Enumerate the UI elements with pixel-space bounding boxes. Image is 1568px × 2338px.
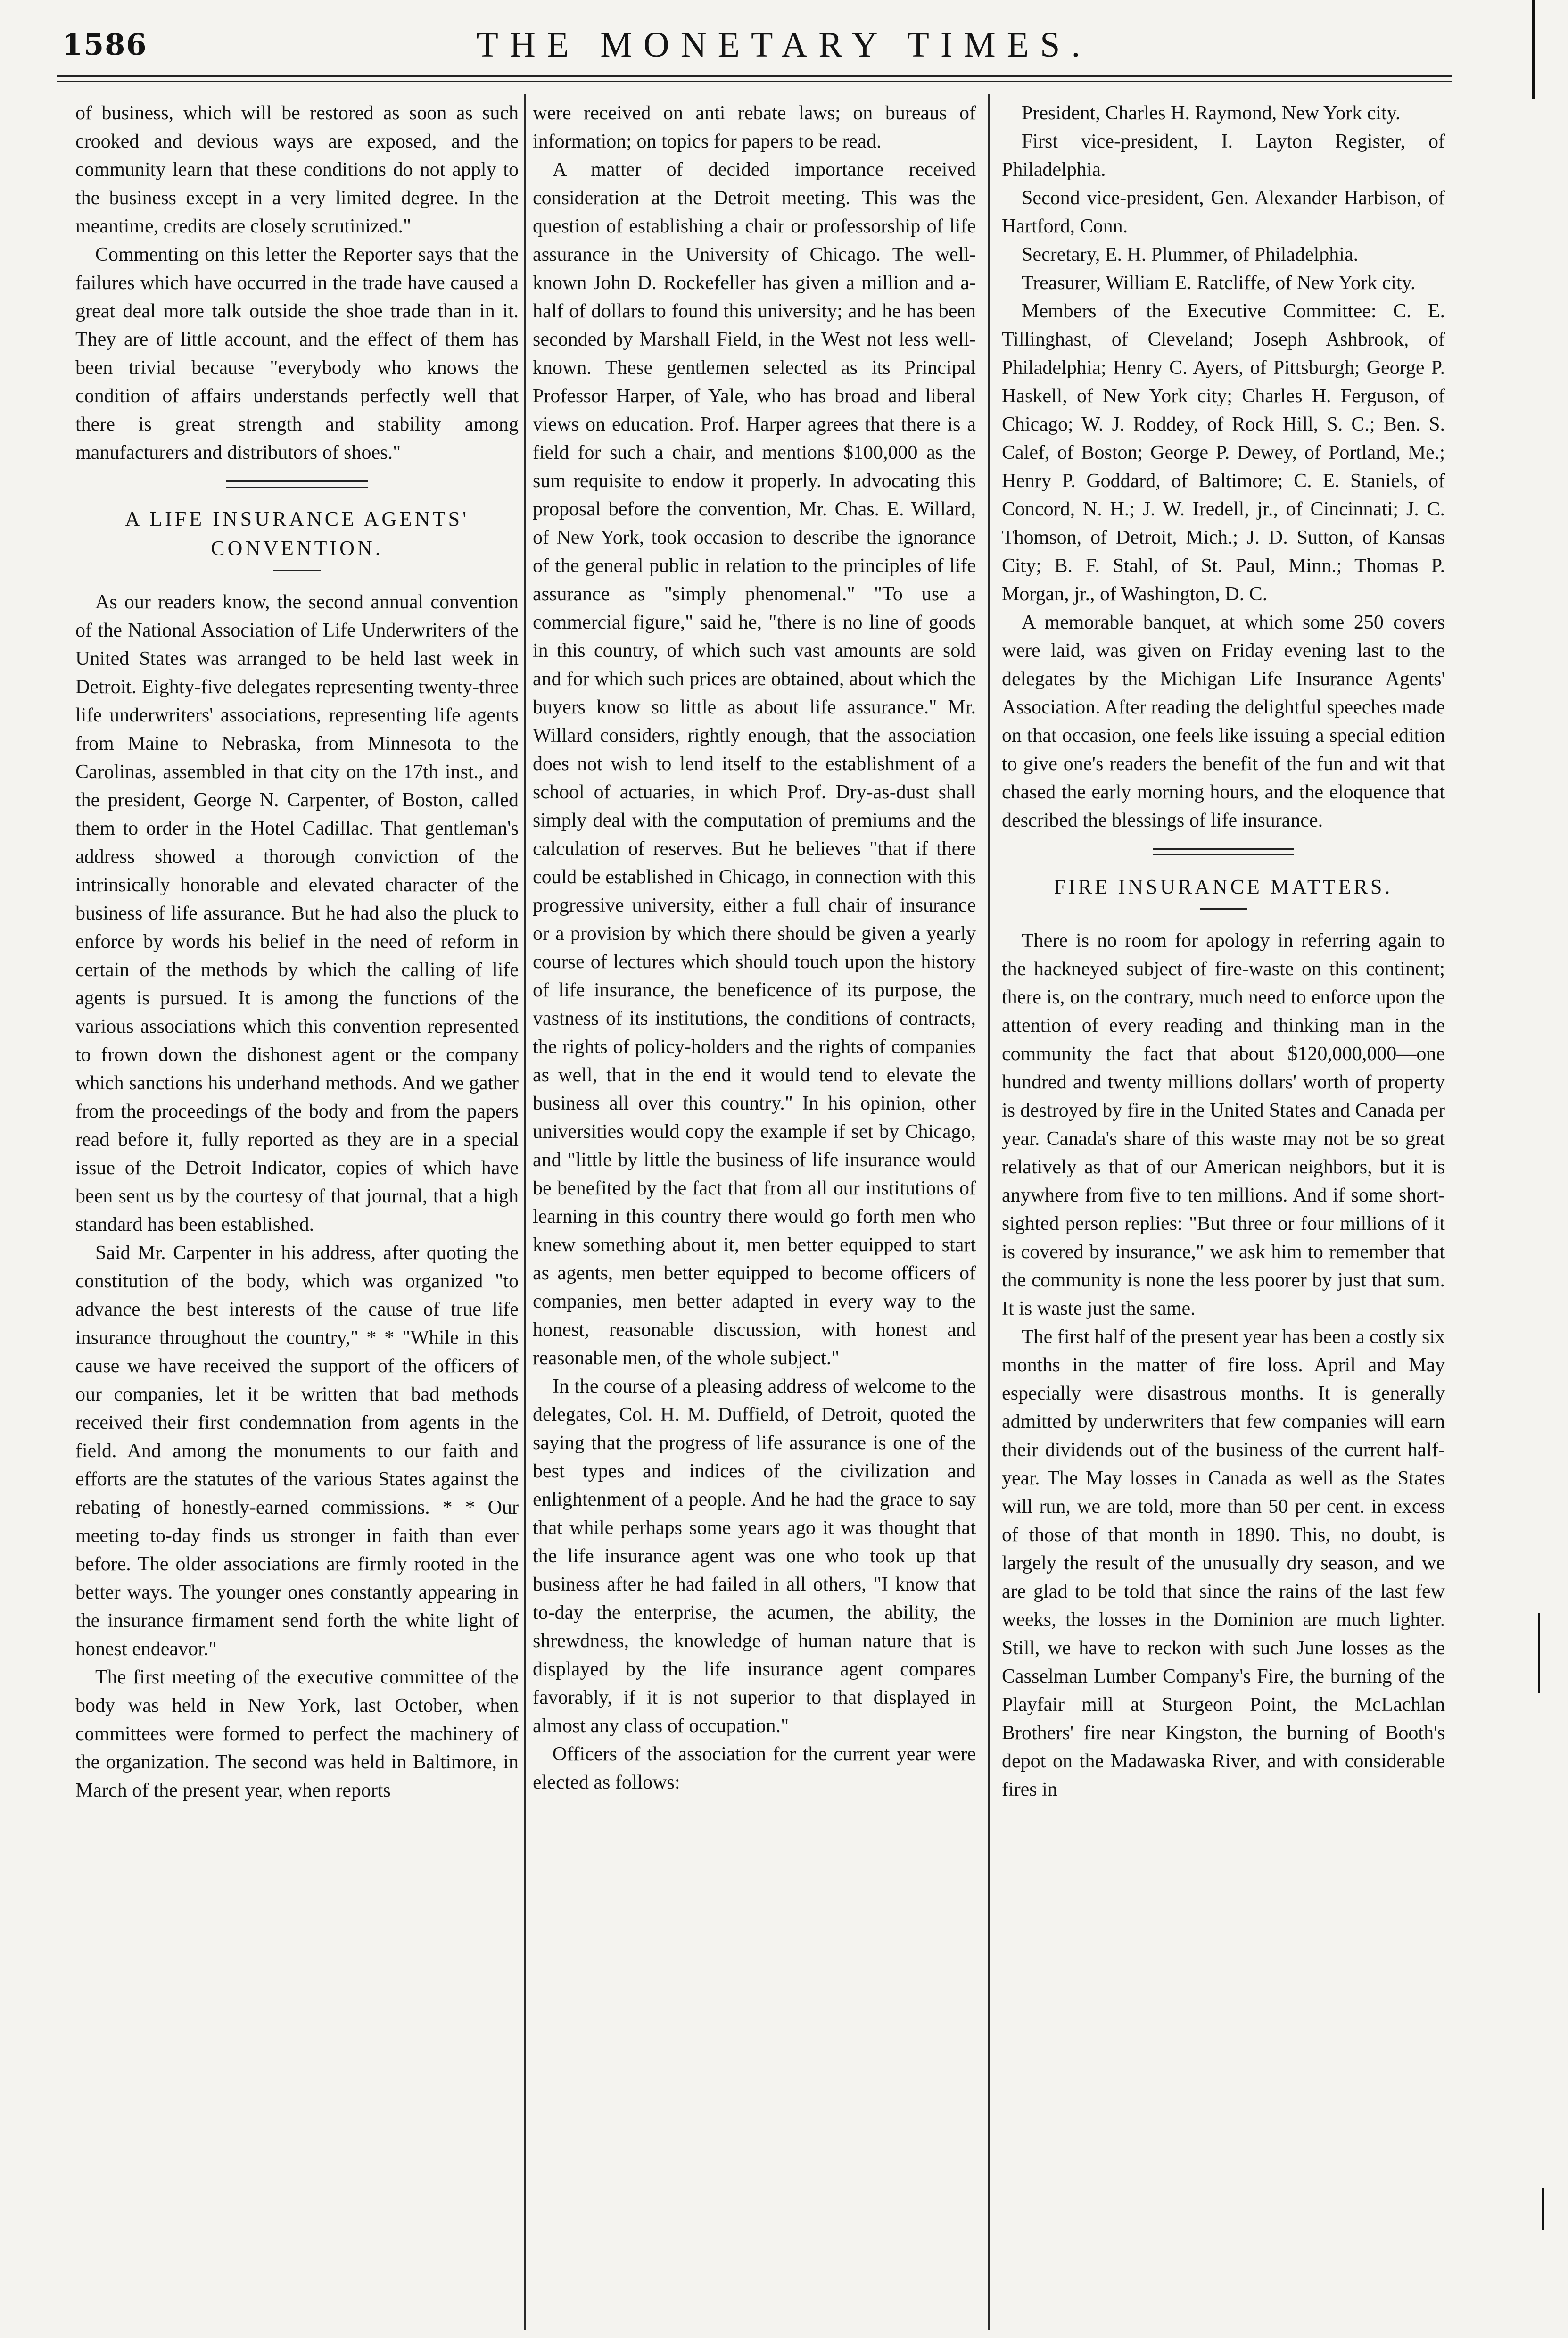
- officer-entry: First vice-president, I. Layton Register, of Philadelphia.: [1002, 131, 1445, 181]
- header-rule: [57, 75, 1452, 82]
- page-number: 1586: [62, 27, 148, 62]
- scan-edge-mark: [1532, 0, 1535, 99]
- scan-edge-mark: [1538, 1613, 1540, 1693]
- officer-entry: Treasurer, William E. Ratcliffe, of New York city.: [1022, 272, 1416, 294]
- paragraph: As our readers know, the second annual convention of the National Association of Life Underwriters of the United States was arranged to be held last week in Detroit. Eighty-five delegates representing twenty-three life underwriters' associations, representing life agents from Maine to Nebraska, from Minnesota to the Carolinas, assembled in that city on the 17th inst., and the president, George N. Carpenter, of Boston, called them to order in the Hotel Cadillac. That gentleman's address showed a thorough conviction of the intrinsically honorable and elevated character of the business of life assurance. But he had also the pluck to enforce by words his belief in the need of reform in certain of the methods by which the calling of life agents is pursued. It is among the functions of the various associations which this convention represented to frown down the dishonest agent or the company which sanctions his underhand methods. And we gather from the proceedings of the body and from the papers read before it, fully reported as they are in a special issue of the Detroit Indicator, copies of which have been sent us by the courtesy of that journal, that a high standard has been established.: [75, 591, 519, 1235]
- officer-entry: Secretary, E. H. Plummer, of Philadelphia.: [1022, 244, 1359, 265]
- paragraph: A memorable banquet, at which some 250 covers were laid, was given on Friday evening last to the delegates by the Michigan Life Insurance Agents' Association. After reading the delightful speeches made on that occasion, one feels like issuing a special edition to give one's readers the benefit of the fun and wit that chased the early morning hours, and the eloquence that described the blessings of life insurance.: [1002, 612, 1445, 831]
- paragraph: There is no room for apology in referring again to the hackneyed subject of fire-waste on this continent; there is, on the contrary, much need to enforce upon the attention of every reading and thinking man in the community the fact that about $120,000,000—one hundred and twenty millions dollars' worth of property is destroyed by fire in the United States and Canada per year. Canada's share of this waste may not be so great relatively as that of our American neighbors, but it is anywhere from five to ten millions. And if some short-sighted person replies: "But three or four millions of it is covered by insurance," we ask him to remember that the community is none the less poorer by just that sum. It is waste just the same.: [1002, 930, 1445, 1319]
- paragraph: Commenting on this letter the Reporter says that the failures which have occurred in the trade have caused a great deal more talk outside the shoe trade than in it. They are of little account, and the effect of them has been trivial because "everybody who knows the condition of affairs understands perfectly well that there is great strength and stability among manufacturers and distributors of shoes.": [75, 244, 519, 464]
- column-divider: [524, 94, 526, 2330]
- section-separator: [226, 480, 368, 488]
- column-3: [1002, 99, 1445, 2315]
- executive-committee: Members of the Executive Committee: C. E. Tillinghast, of Cleveland; Joseph Ashbrook, of Philadelphia; Henry C. Ayers, of Pittsburgh; George P. Haskell, of New York city; Charles H. Ferguson, of Chicago; W. J. Roddey, of Rock Hill, S. C.; Ben. S. Calef, of Boston; George P. Dewey, of Portland, Me.; Henry P. Goddard, of Baltimore; C. E. Staniels, of Concord, N. H.; J. W. Iredell, jr., of Cincinnati; J. C. Thomson, of Detroit, Mich.; J. D. Sutton, of Kansas City; B. F. Stahl, of St. Paul, Minn.; Thomas P. Morgan, jr., of Washington, D. C.: [1002, 300, 1445, 605]
- masthead-title: THE MONETARY TIMES.: [476, 25, 1092, 65]
- column-1: [75, 99, 519, 2315]
- paragraph: of business, which will be restored as soon as such crooked and devious ways are exposed, and the community learn that these conditions do not apply to the business except in a very limited degree. In the meantime, credits are closely scrutinized.": [75, 102, 519, 237]
- column-2: [533, 99, 976, 2315]
- heading-rule: [1200, 908, 1247, 910]
- paragraph: were received on anti rebate laws; on bureaus of information; on topics for papers to be read.: [533, 102, 976, 152]
- scan-edge-mark: [1542, 2188, 1544, 2230]
- section-heading: FIRE INSURANCE MATTERS.: [1054, 875, 1393, 898]
- paragraph: The first meeting of the executive committee of the body was held in New York, last October, when committees were formed to perfect the machinery of the organization. The second was held in Baltimore, in March of the present year, when reports: [75, 1666, 519, 1801]
- column-divider: [988, 94, 990, 2330]
- officer-entry: Second vice-president, Gen. Alexander Harbison, of Hartford, Conn.: [1002, 187, 1445, 237]
- heading-rule: [273, 570, 321, 571]
- paragraph: The first half of the present year has been a costly six months in the matter of fire loss. April and May especially were disastrous months. It is generally admitted by underwriters that few companies will earn their dividends out of the business of the current half-year. The May losses in Canada as well as the States will run, we are told, more than 50 per cent. in excess of those of that month in 1890. This, no doubt, is largely the result of the unusually dry season, and we are glad to be told that since the rains of the last few weeks, the losses in the Dominion are much lighter. Still, we have to reckon with such June losses as the Casselman Lumber Company's Fire, the burning of the Playfair mill at Sturgeon Point, the McLachlan Brothers' fire near Kingston, the burning of Booth's depot on the Madawaska River, and with considerable fires in: [1002, 1326, 1445, 1800]
- paragraph: Said Mr. Carpenter in his address, after quoting the constitution of the body, which was organized "to advance the best interests of the cause of true life insurance throughout the country," * * "While in this cause we have received the support of the officers of our companies, let it be written that bad methods received their first condemnation from agents in the field. And among the monuments to our faith and efforts are the statutes of the various States against the rebating of honestly-earned commissions. * * Our meeting to-day finds us stronger in faith than ever before. The older associations are firmly rooted in the better ways. The younger ones constantly appearing in the insurance firmament send forth the white light of honest endeavor.": [75, 1242, 519, 1660]
- section-heading: A LIFE INSURANCE AGENTS' CONVENTION.: [124, 507, 470, 560]
- paragraph: Officers of the association for the current year were elected as follows:: [533, 1743, 976, 1793]
- paragraph: In the course of a pleasing address of welcome to the delegates, Col. H. M. Duffield, of Detroit, quoted the saying that the progress of life assurance is one of the best types and indices of the civilization and enlightenment of a people. And he had the grace to say that while perhaps some years ago it was thought that the life insurance agent was one who took up that business after he had failed in all others, "I know that to-day the enterprise, the acumen, the ability, the shrewdness, the knowledge of human nature that is displayed by the life insurance agent compares favorably, if it is not superior to that displayed in almost any class of occupation.": [533, 1376, 976, 1737]
- paragraph: A matter of decided importance received consideration at the Detroit meeting. This was the question of establishing a chair or professorship of life assurance in the University of Chicago. The well-known John D. Rockefeller has given a million and a-half of dollars to found this university; and he has been seconded by Marshall Field, in the West not less well-known. These gentlemen selected as its Principal Professor Harper, of Yale, who has broad and liberal views on education. Prof. Harper agrees that there is a field for such a chair, and mentions $100,000 as the sum requisite to endow it properly. In advocating this proposal before the convention, Mr. Chas. E. Willard, of New York, took occasion to describe the ignorance of the general public in relation to the principles of life assurance as "simply phenomenal." "To use a commercial figure," said he, "there is no line of goods in this country, of which such vast amounts are sold and for which such prices are obtained, about which the buyers know so little as about life assurance." Mr. Willard considers, rightly enough, that the association does not wish to lend itself to the establishment of a school of actuaries, in which Prof. Dry-as-dust shall simply deal with the computation of premiums and the calculation of reserves. But he believes "that if there could be established in Chicago, in connection with this progressive university, either a full chair of insurance or a provision by which there should be given a yearly course of lectures which should touch upon the history of life insurance, the beneficence of its purpose, the vastness of its institutions, the conditions of contracts, the rights of policy-holders and the rights of companies as well, that in the end it would tend to elevate the business all over this country." In his opinion, other universities would copy the example if set by Chicago, and "little by little the business of life insurance would be benefited by the fact that from all our institutions of learning in this country there would go forth men who knew something about it, men better equipped to start as agents, men better equipped to become officers of companies, men better adapted in every way to the honest, reasonable discussion, with honest and reasonable men, of the whole subject.": [533, 159, 976, 1369]
- section-separator: [1153, 848, 1294, 855]
- officer-entry: President, Charles H. Raymond, New York city.: [1022, 102, 1401, 124]
